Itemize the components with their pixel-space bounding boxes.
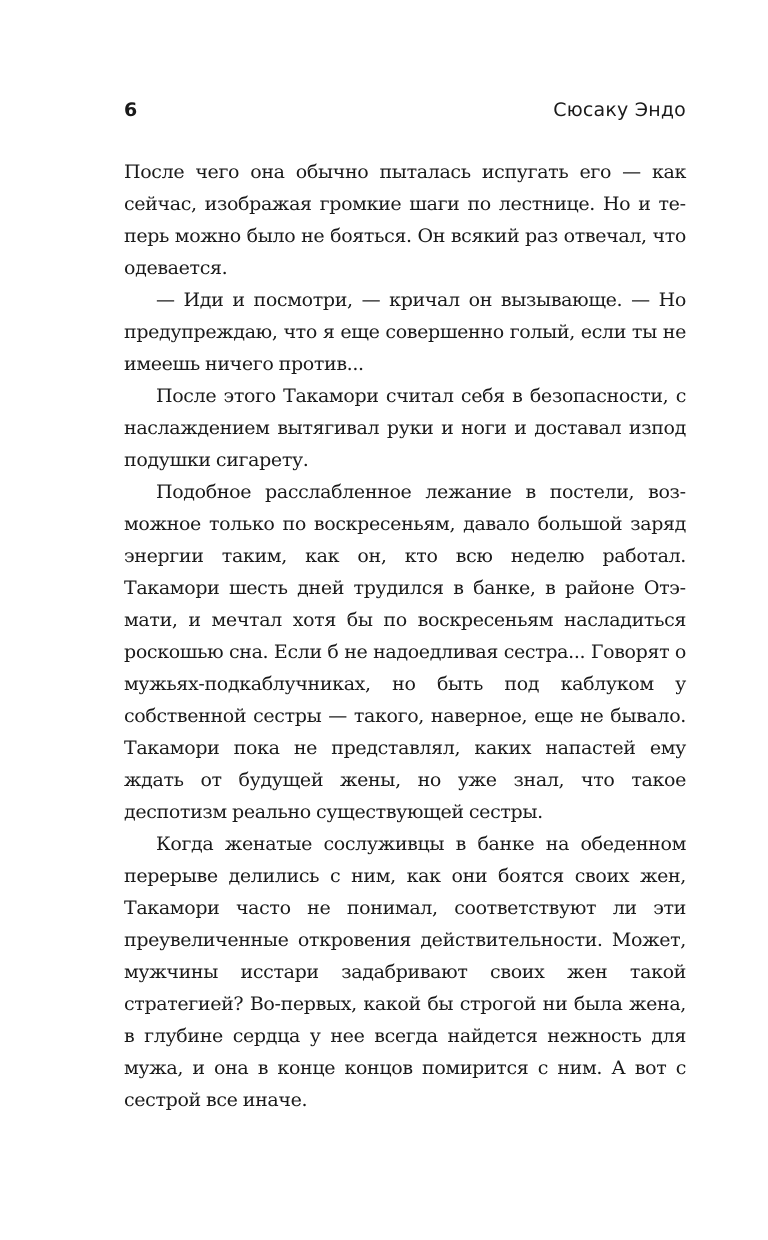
page-header	[124, 96, 686, 124]
paragraph-3: После этого Такамори считал себя в безопасности, с наслаждением вытягивал руки и ноги и доставал изпод подушки сигарету.	[124, 385, 686, 471]
running-head-author: Сюсаку Эндо	[553, 99, 686, 121]
paragraph-5: Когда женатые сослуживцы в банке на обеденном перерыве делились с ним, как они боятся своих жен, Такамори часто не понимал, соответствуют ли эти преувеличенные откровения действительности. Может, мужчины исстари задабривают своих жен такой стратегией? Во-первых, какой бы строгой ни была жена, в глубине сердца у нее всегда найдется нежность для мужа, и она в конце концов помирится с ним. А вот с сестрой все иначе.	[124, 833, 686, 1111]
paragraph-1: После чего она обычно пыталась испугать его — как сейчас, изображая громкие шаги по лестнице. Но и теперь можно было не бояться. Он всякий раз отвечал, что одевается.	[124, 161, 686, 279]
paragraph-2: — Иди и посмотри, — кричал он вызывающе. — Но предупреждаю, что я еще совершенно голый, если ты не имеешь ничего против...	[124, 289, 686, 375]
body-text	[124, 156, 686, 1116]
page-number: 6	[124, 99, 138, 121]
paragraph-4: Подобное расслабленное лежание в постели, возможное только по воскресеньям, давало большой заряд энергии таким, как он, кто всю неделю работал. Такамори шесть дней трудился в банке, в районе Отэмати, и мечтал хотя бы по воскресеньям насладиться роскошью сна. Если б не надоедливая сестра... Говорят о мужьях-подкаблучниках, но быть под каблуком у собственной сестры — такого, наверное, еще не бывало. Такамори пока не представлял, каких напастей ему ждать от будущей жены, но уже знал, что такое деспотизм реально существующей сестры.	[124, 481, 686, 823]
